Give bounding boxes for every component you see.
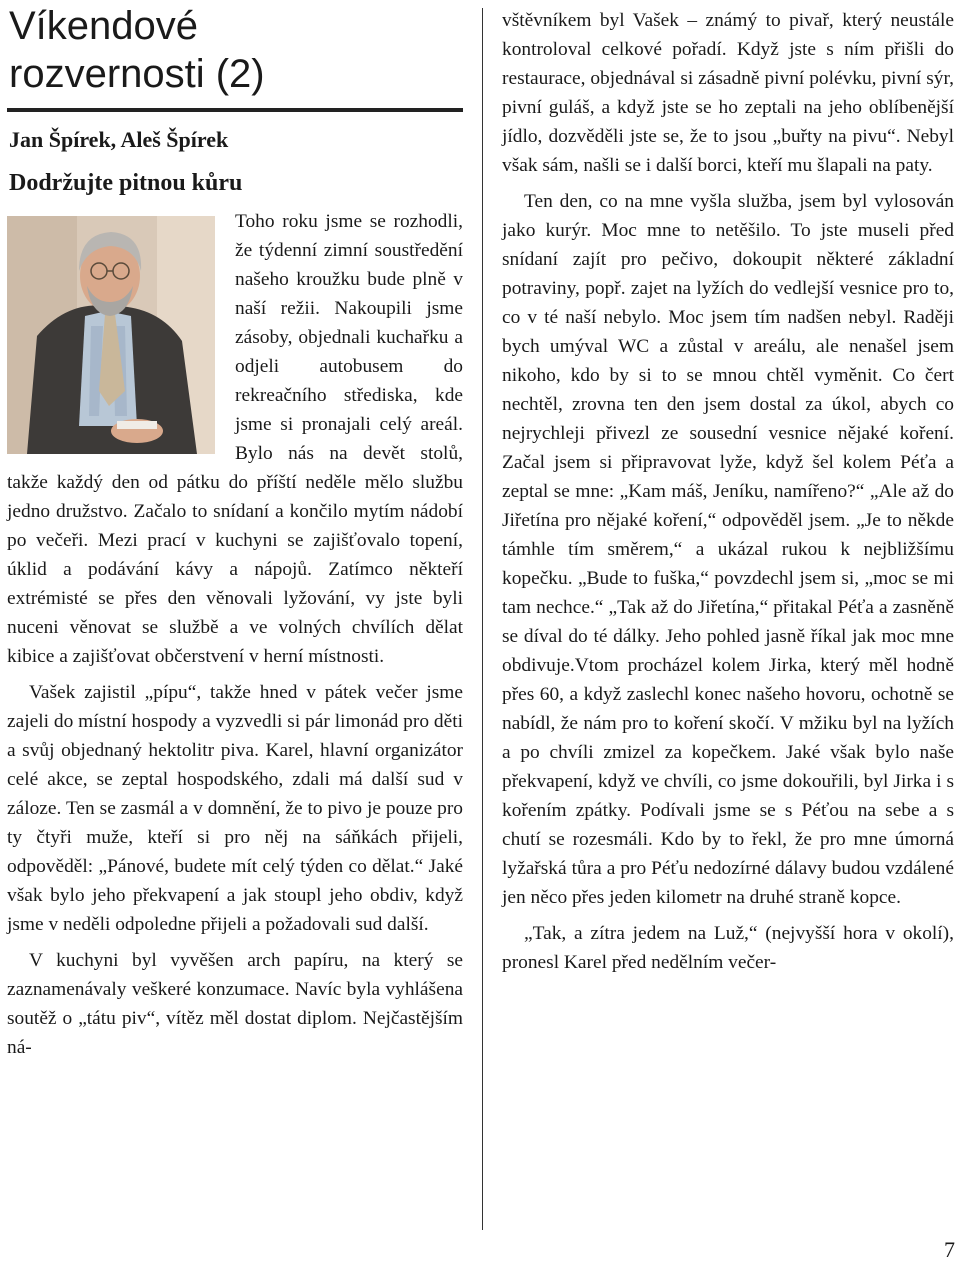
lead-block	[7, 207, 463, 671]
right-column	[502, 6, 954, 977]
column-divider	[482, 8, 483, 1230]
page-number: 7	[944, 1237, 955, 1262]
paragraph-left-3: V kuchyni byl vyvěšen arch papíru, na který se zaznamenávaly veškeré konzumace. Navíc byla vyhlášena soutěž o „tátu piv“, vítěz měl dostat diplom. Nejčastějším ná-	[7, 950, 463, 1058]
paragraph-right-2: Ten den, co na mne vyšla služba, jsem byl vylosován jako kurýr. Moc mne to netěšilo. To jste museli před snídaní zajít pro pečivo, dokoupit některé základní potraviny, popř. zajet na lyžích do vedlejší vesnice pro to, co v té naší nebylo. Moc jsem tím nadšen nebyl. Raději bych umýval WC a zůstal v areálu, ale nenašel jsem nikoho, kdo by si to se mnou chtěl vyměnit. Co čert nechtěl, zrovna ten den jsem dostal za úkol, abych co nejrychleji přivezl ze sousední vesnice nějaké koření. Začal jsem si připravovat lyže, když šel kolem Péťa a zeptal se mne: „Kam máš, Jeníku, namířeno?“ „Ale až do Jiřetína pro nějaké koření,“ odpověděl jsem. „Je to někde támhle tím směrem,“ a ukázal rukou k nejbližšímu kopečku. „Bude to fuška,“ povzdechl jsem si, „moc se mi tam nechce.“ „Tak až do Jiřetína,“ přitakal Péťa a zasněně se díval do té dálky. Jeho pohled jasně říkal jak moc mne obdivuje.Vtom procházel kolem Jirka, který měl hodně přes 60, a když zaslechl konec našeho hovoru, ochotně se nabídl, že nám pro to koření skočí. V mžiku byl na lyžích a po chvíli zmizel za kopečkem. Jaké však bylo naše překvapení, když ve chvíli, co jsme dokouřili, byl Jirka i s kořením zpátky. Podívali jsme se s Péťou na sebe a s chutí se rozesmáli. Kdo by to řekl, že pro mne úmorná lyžařská tůra a pro Péťu nedozírné dálavy budou vzdálené jen něco přes jeden kilometr na druhé straně kopce.	[502, 191, 954, 908]
paragraph-right-3: „Tak, a zítra jedem na Luž,“ (nejvyšší hora v okolí), pronesl Karel před nedělním večer-	[502, 923, 954, 973]
left-column	[7, 0, 463, 1062]
paragraph-left-1: Toho roku jsme se rozhodli, že týdenní zimní soustředění našeho kroužku bude plně v naší režii. Nakoupili jsme zásoby, objednali kuchařku a odjeli autobusem do rekreačního střediska, kde jsme si pronajali celý areál. Bylo nás na devět stolů, takže každý den od pátku do příští neděle mělo službu jedno družstvo. Začalo to snídaní a končilo mytím nádobí po večeři. Mezi prací v kuchyni se zajišťovalo topení, úklid a podávání kávy a nápojů. Zatímco někteří extrémisté se přes den věnovali lyžování, vy jste byli nuceni věnovat se službě a ve volných chvílích dělat kibice a zajišťovat občerstvení v herní místnosti.	[7, 211, 463, 667]
photo-portrait-icon	[7, 216, 215, 454]
article-title	[7, 2, 463, 98]
article-title-line-1: Víkendové	[9, 4, 199, 48]
section-heading: Dodržujte pitnou kůru	[9, 170, 243, 196]
paragraph-right-1: vštěvníkem byl Vašek – známý to pivař, který neustále kontroloval celkové pořadí. Když jste s ním přišli do restaurace, objednával si zásadně pivní polévku, pivní sýr, pivní guláš, a když jste se ho zeptali na jeho oblíbenější jídlo, dozvěděli jste se, že to jsou „buřty na pivu“. Nebyl však sám, našli se i další borci, kteří mu šlapali na paty.	[502, 10, 954, 176]
title-divider	[7, 108, 463, 112]
article-authors: Jan Špírek, Aleš Špírek	[9, 127, 229, 152]
article-title-line-2: rozvernosti (2)	[9, 52, 265, 96]
paragraph-left-2: Vašek zajistil „pípu“, takže hned v pátek večer jsme zajeli do místní hospody a vyzvedli si pár limonád pro děti a svůj objednaný hektolitr piva. Karel, hlavní organizátor celé akce, se zeptal hospodského, zdali má další sud v záloze. Ten se zasmál a v domnění, že to pivo je pouze pro ty čtyři muže, kteří si pro něj na sáňkách přijeli, odpověděl: „Pánové, budete mít celý týden co dělat.“ Jaké však bylo jeho překvapení a jak stoupl jeho obdiv, když jsme v neděli odpoledne přijeli a požadovali sud další.	[7, 682, 463, 935]
